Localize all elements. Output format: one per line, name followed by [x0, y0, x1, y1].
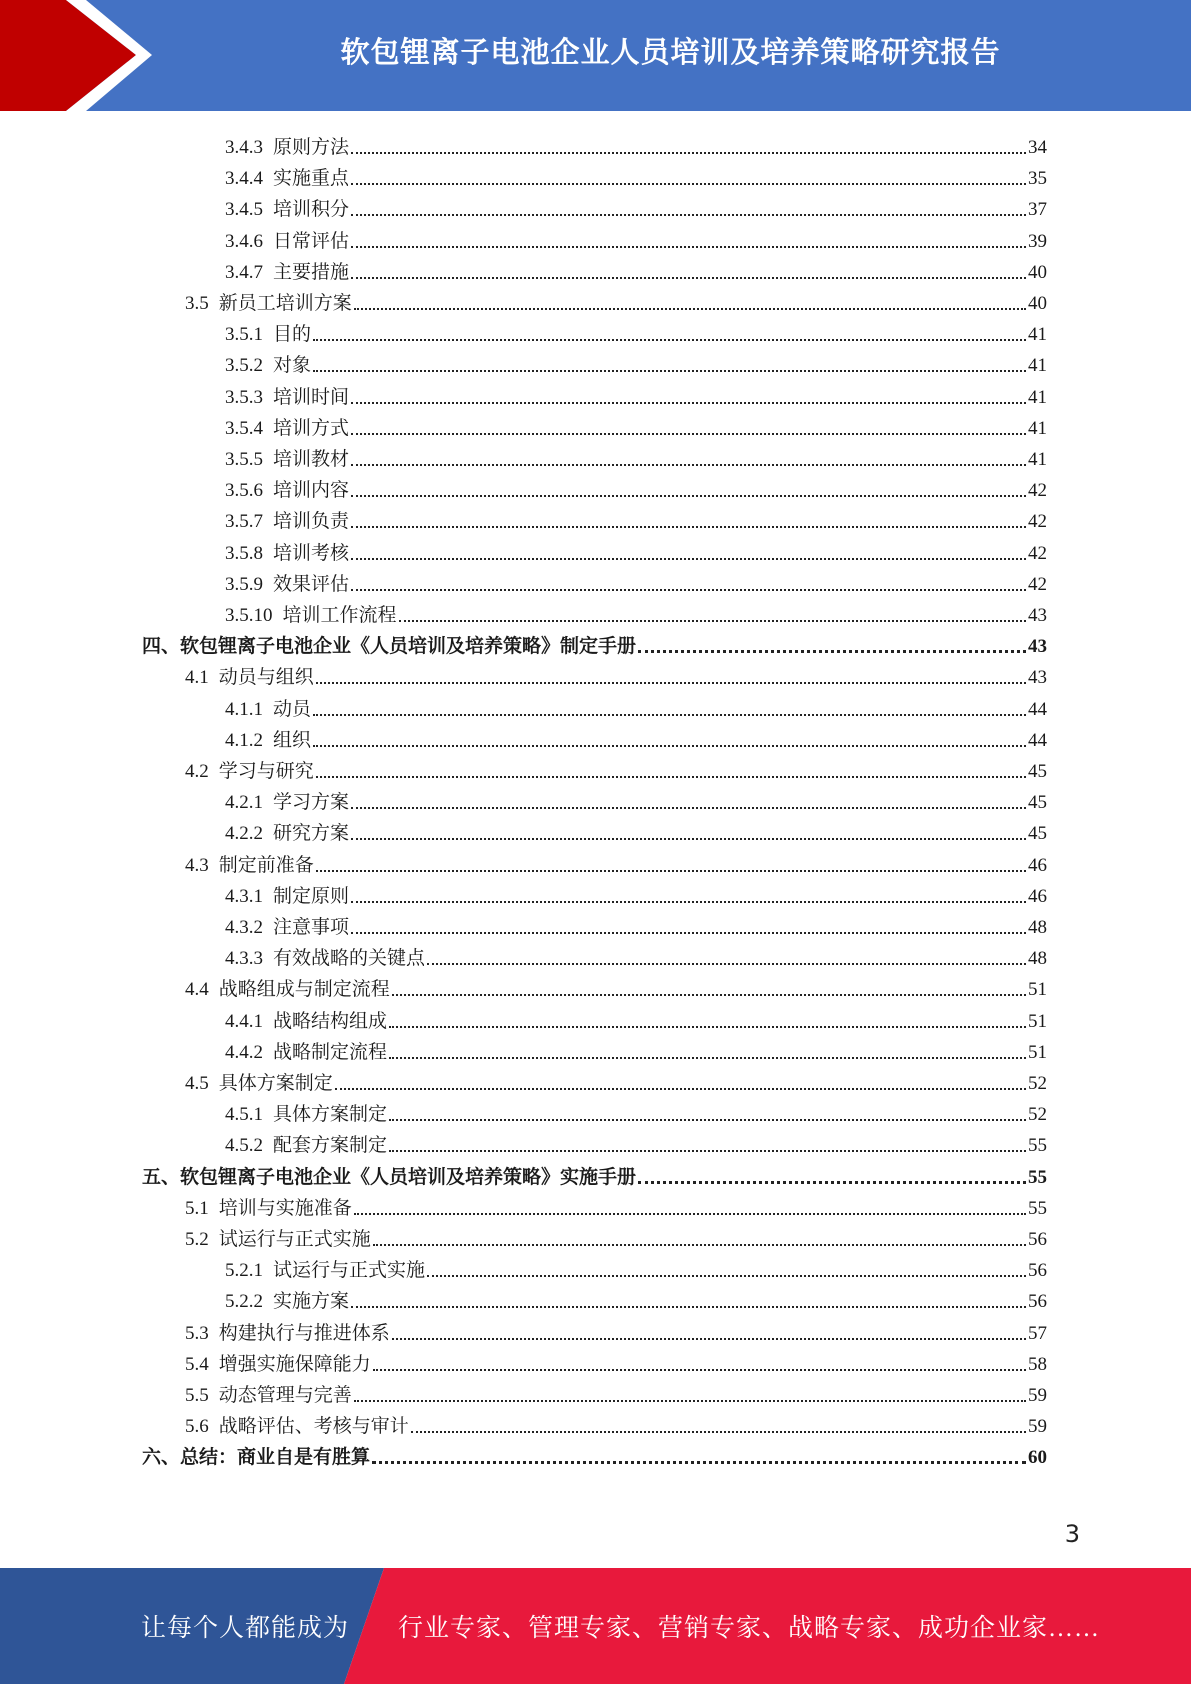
toc-entry-number: 3.4.5 — [225, 199, 263, 221]
toc-dot-leader — [351, 464, 1026, 466]
toc-entry[interactable] — [185, 1345, 1047, 1376]
toc-entry-number: 3.5.10 — [225, 605, 273, 626]
toc-entry-title: 培训积分 — [273, 199, 350, 221]
toc-entry-page: 46 — [1028, 854, 1047, 876]
toc-entry-title: 动员 — [273, 698, 312, 720]
toc-entry[interactable] — [225, 534, 1047, 565]
toc-entry-number: 3.5.4 — [225, 417, 263, 439]
toc-dot-leader — [392, 994, 1026, 996]
toc-entry[interactable] — [225, 1126, 1047, 1157]
toc-entry[interactable] — [225, 565, 1047, 596]
toc-entry-title: 培训教材 — [273, 449, 350, 470]
footer-slogan-left: 让每个人都能成为 — [141, 1615, 350, 1642]
toc-entry-number: 5.1 — [185, 1197, 209, 1219]
toc-entry[interactable] — [185, 1407, 1047, 1438]
toc-dot-leader — [351, 402, 1026, 404]
report-title: 软包锂离子电池企业人员培训及培养策略研究报告 — [340, 34, 1001, 69]
toc-entry-page: 42 — [1028, 511, 1047, 533]
toc-entry[interactable] — [225, 1033, 1047, 1064]
toc-entry-title: 动态管理与完善 — [218, 1385, 352, 1406]
toc-entry[interactable] — [185, 846, 1047, 877]
toc-dot-leader — [389, 1119, 1026, 1121]
toc-entry-number: 4.1.2 — [225, 729, 263, 751]
toc-entry-title: 战略评估、考核与审计 — [218, 1416, 409, 1438]
toc-entry-title: 培训方式 — [273, 417, 350, 439]
toc-entry[interactable] — [225, 222, 1047, 253]
toc-dot-leader — [351, 277, 1026, 279]
toc-entry-page: 51 — [1028, 979, 1047, 1001]
toc-entry-number: 3.4.3 — [225, 137, 263, 158]
toc-dot-leader — [373, 1369, 1026, 1371]
toc-dot-leader — [392, 1338, 1026, 1340]
toc-entry-number: 3.4.6 — [225, 230, 263, 252]
toc-dot-leader — [351, 838, 1026, 840]
toc-dot-leader — [638, 650, 1026, 653]
toc-dot-leader — [351, 901, 1026, 903]
toc-entry-title: 四、软包锂离子电池企业《人员培训及培养策略》制定手册 — [142, 636, 637, 658]
toc-dot-leader — [316, 870, 1026, 872]
toc-entry-page: 57 — [1028, 1322, 1047, 1344]
footer-slogan-right: 行业专家、管理专家、营销专家、战略专家、成功企业家…… — [398, 1615, 1101, 1642]
toc-entry-number: 4.2.1 — [225, 792, 263, 814]
toc-entry[interactable] — [225, 128, 1047, 159]
toc-entry[interactable] — [225, 690, 1047, 721]
toc-entry-number: 4.1.1 — [225, 698, 263, 720]
toc-entry-number: 3.5.1 — [225, 324, 263, 346]
toc-entry-page: 39 — [1028, 230, 1047, 252]
toc-entry-number: 3.4.4 — [225, 168, 263, 190]
toc-dot-leader — [351, 152, 1026, 154]
toc-entry-number: 3.5.8 — [225, 542, 263, 564]
toc-dot-leader — [351, 1306, 1026, 1308]
toc-dot-leader — [389, 1150, 1026, 1152]
toc-entry-title: 配套方案制定 — [273, 1135, 388, 1157]
toc-entry-page: 43 — [1028, 605, 1047, 626]
toc-entry-page: 46 — [1028, 885, 1047, 907]
toc-entry[interactable] — [225, 1282, 1047, 1313]
toc-entry-number: 4.4.2 — [225, 1041, 263, 1063]
toc-entry-number: 5.6 — [185, 1416, 209, 1438]
toc-entry-title: 战略组成与制定流程 — [218, 979, 390, 1001]
toc-entry-number: 5.3 — [185, 1322, 209, 1344]
toc-entry-title: 培训时间 — [273, 386, 350, 408]
toc-entry-title: 日常评估 — [273, 230, 350, 252]
toc-entry-number: 4.1 — [185, 667, 209, 689]
toc-entry-page: 35 — [1028, 168, 1047, 190]
toc-entry-number: 4.4.1 — [225, 1010, 263, 1032]
toc-entry-page: 55 — [1028, 1135, 1047, 1157]
toc-entry[interactable] — [225, 721, 1047, 752]
toc-entry-title: 效果评估 — [273, 573, 350, 595]
toc-entry-number: 3.5 — [185, 293, 209, 314]
toc-entry-number: 3.5.9 — [225, 573, 263, 595]
toc-entry[interactable] — [185, 1376, 1047, 1407]
toc-entry[interactable] — [225, 378, 1047, 409]
toc-entry[interactable] — [225, 814, 1047, 845]
toc-entry-page: 56 — [1028, 1260, 1047, 1282]
toc-dot-leader — [427, 963, 1026, 965]
toc-entry-page: 37 — [1028, 199, 1047, 221]
toc-entry-title: 试运行与正式实施 — [273, 1260, 426, 1282]
toc-entry-page: 48 — [1028, 948, 1047, 970]
toc-entry-title: 研究方案 — [273, 823, 350, 845]
toc-entry-page: 45 — [1028, 792, 1047, 814]
toc-entry[interactable] — [225, 502, 1047, 533]
toc-entry[interactable] — [225, 471, 1047, 502]
toc-entry-number: 4.3.2 — [225, 917, 263, 938]
toc-entry-page: 56 — [1028, 1291, 1047, 1313]
toc-entry-title: 制定前准备 — [218, 854, 314, 876]
toc-entry-title: 培训负责 — [273, 511, 350, 533]
toc-entry[interactable] — [185, 1189, 1047, 1220]
toc-entry[interactable] — [225, 253, 1047, 284]
toc-entry-page: 43 — [1028, 667, 1047, 689]
toc-entry-title: 原则方法 — [273, 137, 350, 158]
toc-dot-leader — [313, 745, 1026, 747]
toc-dot-leader — [399, 620, 1026, 622]
toc-entry-number: 4.4 — [185, 979, 209, 1001]
toc-entry-title: 战略结构组成 — [273, 1010, 388, 1032]
toc-entry[interactable] — [225, 908, 1047, 939]
toc-dot-leader — [351, 932, 1026, 934]
toc-entry-title: 培训与实施准备 — [218, 1197, 352, 1219]
toc-entry-number: 5.2 — [185, 1229, 209, 1250]
toc-dot-leader — [351, 558, 1026, 560]
toc-entry-title: 实施重点 — [273, 168, 350, 190]
toc-dot-leader — [427, 1275, 1026, 1277]
toc-entry-title: 具体方案制定 — [218, 1073, 333, 1094]
toc-entry-number: 3.5.6 — [225, 480, 263, 502]
toc-entry-title: 培训工作流程 — [282, 605, 397, 626]
toc-entry-page: 44 — [1028, 698, 1047, 720]
toc-entry[interactable] — [225, 877, 1047, 908]
toc-entry-title: 试运行与正式实施 — [218, 1229, 371, 1250]
toc-entry[interactable] — [225, 346, 1047, 377]
toc-entry-number: 4.2.2 — [225, 823, 263, 845]
toc-dot-leader — [316, 776, 1026, 778]
toc-entry-title: 有效战略的关键点 — [273, 948, 426, 970]
toc-dot-leader — [638, 1181, 1026, 1184]
toc-entry-page: 41 — [1028, 417, 1047, 439]
toc-entry[interactable] — [185, 752, 1047, 783]
toc-entry-page: 59 — [1028, 1416, 1047, 1438]
toc-entry-page: 40 — [1028, 261, 1047, 283]
toc-entry[interactable] — [142, 1158, 1047, 1189]
toc-entry[interactable] — [225, 440, 1047, 471]
toc-entry-number: 3.5.7 — [225, 511, 263, 533]
toc-entry-title: 六、总结：商业自是有胜算 — [142, 1447, 371, 1469]
toc-entry-number: 4.3 — [185, 854, 209, 876]
toc-dot-leader — [313, 714, 1026, 716]
toc-entry-page: 58 — [1028, 1353, 1047, 1375]
toc-entry-number: 5.2.2 — [225, 1291, 263, 1313]
toc-entry-page: 56 — [1028, 1229, 1047, 1250]
toc-entry-number: 3.5.3 — [225, 386, 263, 408]
toc-entry[interactable] — [185, 658, 1047, 689]
toc-dot-leader — [351, 246, 1026, 248]
toc-entry-page: 45 — [1028, 823, 1047, 845]
toc-entry[interactable] — [225, 939, 1047, 970]
toc-entry[interactable] — [185, 284, 1047, 315]
toc-entry-page: 55 — [1028, 1197, 1047, 1219]
toc-entry-page: 52 — [1028, 1073, 1047, 1094]
toc-entry-title: 组织 — [273, 729, 312, 751]
toc-entry-page: 41 — [1028, 386, 1047, 408]
toc-entry-page: 52 — [1028, 1104, 1047, 1126]
toc-entry-page: 40 — [1028, 293, 1047, 314]
toc-entry-title: 目的 — [273, 324, 312, 346]
toc-entry[interactable] — [225, 596, 1047, 627]
toc-entry-page: 48 — [1028, 917, 1047, 938]
toc-entry-number: 5.4 — [185, 1353, 209, 1375]
toc-entry-page: 34 — [1028, 137, 1047, 158]
toc-entry[interactable] — [225, 315, 1047, 346]
toc-entry-title: 培训考核 — [273, 542, 350, 564]
toc-entry[interactable] — [225, 783, 1047, 814]
page-header — [0, 0, 1191, 111]
toc-entry-title: 主要措施 — [273, 261, 350, 283]
toc-entry-number: 4.5.2 — [225, 1135, 263, 1157]
toc-entry-page: 41 — [1028, 355, 1047, 377]
toc-entry-page: 45 — [1028, 761, 1047, 782]
toc-entry[interactable] — [142, 1438, 1047, 1469]
toc-entry-number: 4.2 — [185, 761, 209, 782]
toc-entry-page: 51 — [1028, 1041, 1047, 1063]
toc-entry-title: 增强实施保障能力 — [218, 1353, 371, 1375]
toc-entry-title: 学习与研究 — [218, 761, 314, 782]
toc-dot-leader — [351, 495, 1026, 497]
toc-entry-title: 五、软包锂离子电池企业《人员培训及培养策略》实施手册 — [142, 1166, 637, 1188]
toc-entry-page: 43 — [1028, 636, 1047, 658]
toc-entry[interactable] — [225, 1251, 1047, 1282]
toc-entry-page: 41 — [1028, 449, 1047, 470]
toc-dot-leader — [313, 339, 1026, 341]
toc-dot-leader — [351, 526, 1026, 528]
toc-entry[interactable] — [185, 970, 1047, 1001]
toc-entry-number: 5.2.1 — [225, 1260, 263, 1282]
toc-entry-title: 学习方案 — [273, 792, 350, 814]
toc-entry[interactable] — [185, 1220, 1047, 1251]
toc-entry[interactable] — [185, 1314, 1047, 1345]
toc-dot-leader — [354, 1213, 1026, 1215]
toc-entry-page: 59 — [1028, 1385, 1047, 1406]
toc-dot-leader — [354, 1400, 1026, 1402]
toc-entry-title: 实施方案 — [273, 1291, 350, 1313]
toc-entry-page: 60 — [1028, 1447, 1047, 1469]
toc-dot-leader — [313, 370, 1026, 372]
page-number: 3 — [1064, 1520, 1080, 1548]
toc-entry-page: 55 — [1028, 1166, 1047, 1188]
toc-entry[interactable] — [225, 1002, 1047, 1033]
toc-dot-leader — [372, 1461, 1026, 1464]
toc-dot-leader — [351, 183, 1026, 185]
toc-entry-title: 培训内容 — [273, 480, 350, 502]
toc-dot-leader — [411, 1431, 1026, 1433]
toc-entry-page: 44 — [1028, 729, 1047, 751]
toc-dot-leader — [354, 308, 1026, 310]
toc-entry-page: 41 — [1028, 324, 1047, 346]
toc-dot-leader — [389, 1057, 1026, 1059]
toc-dot-leader — [351, 807, 1026, 809]
toc-dot-leader — [335, 1088, 1026, 1090]
toc-entry[interactable] — [142, 627, 1047, 658]
toc-dot-leader — [389, 1026, 1026, 1028]
page-footer — [0, 1568, 1191, 1684]
toc-entry-title: 新员工培训方案 — [218, 293, 352, 314]
toc-entry[interactable] — [225, 190, 1047, 221]
toc-dot-leader — [351, 214, 1026, 216]
toc-entry-title: 制定原则 — [273, 885, 350, 907]
toc-entry[interactable] — [225, 409, 1047, 440]
toc-entry-number: 4.3.3 — [225, 948, 263, 970]
toc-dot-leader — [351, 589, 1026, 591]
toc-entry-title: 战略制定流程 — [273, 1041, 388, 1063]
toc-entry-number: 4.5.1 — [225, 1104, 263, 1126]
toc-entry[interactable] — [185, 1064, 1047, 1095]
toc-entry-number: 4.3.1 — [225, 885, 263, 907]
toc-entry-title: 具体方案制定 — [273, 1104, 388, 1126]
toc-dot-leader — [316, 682, 1026, 684]
toc-entry-title: 注意事项 — [273, 917, 350, 938]
toc-entry-number: 3.5.5 — [225, 449, 263, 470]
toc-dot-leader — [351, 433, 1026, 435]
toc-entry[interactable] — [225, 1095, 1047, 1126]
toc-entry[interactable] — [225, 159, 1047, 190]
toc-entry-number: 3.5.2 — [225, 355, 263, 377]
toc-entry-page: 42 — [1028, 573, 1047, 595]
toc-dot-leader — [373, 1244, 1026, 1246]
toc-entry-page: 42 — [1028, 542, 1047, 564]
toc-entry-title: 构建执行与推进体系 — [218, 1322, 390, 1344]
toc-entry-number: 5.5 — [185, 1385, 209, 1406]
toc-entry-number: 3.4.7 — [225, 261, 263, 283]
toc-entry-number: 4.5 — [185, 1073, 209, 1094]
toc-entry-page: 42 — [1028, 480, 1047, 502]
toc-entry-title: 对象 — [273, 355, 312, 377]
toc-entry-title: 动员与组织 — [218, 667, 314, 689]
toc-entry-page: 51 — [1028, 1010, 1047, 1032]
